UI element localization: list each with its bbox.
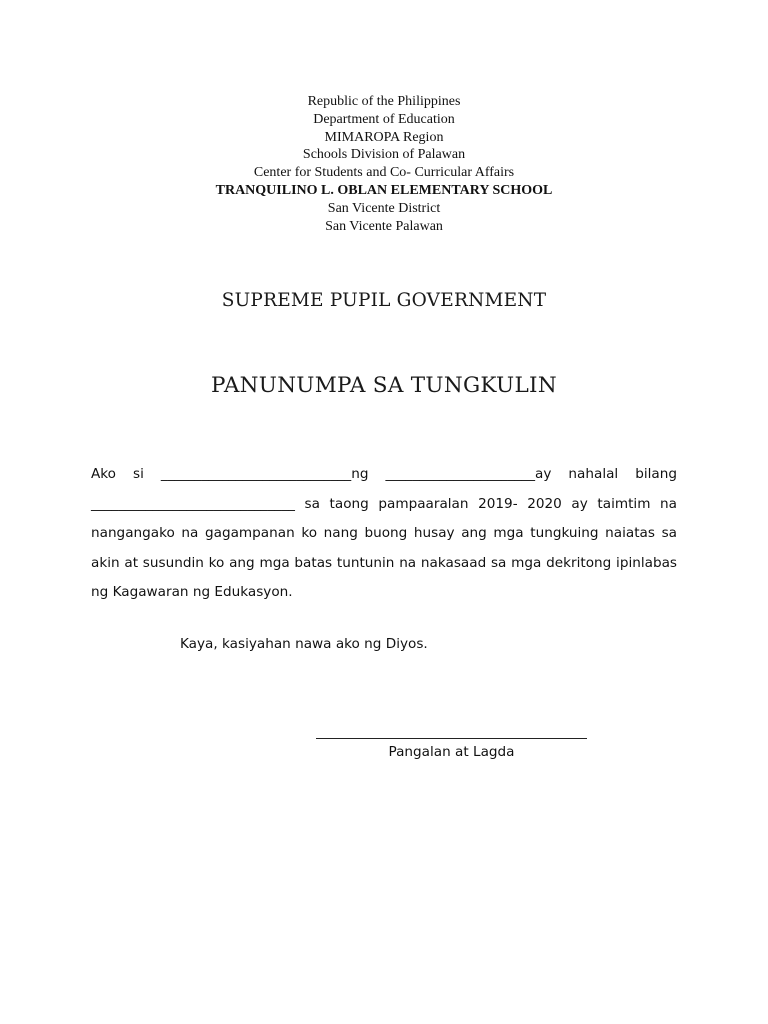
- closing-statement: Kaya, kasiyahan nawa ako ng Diyos.: [180, 636, 428, 652]
- letterhead-department: Department of Education: [313, 111, 455, 127]
- letterhead-country: Republic of the Philippines: [307, 94, 461, 109]
- oath-line: Ako si ____________________________ng ______________________ay nahalal bilang: [91, 466, 677, 482]
- letterhead-center: Center for Students and Co- Curricular Affairs: [253, 165, 515, 181]
- organization-title: SUPREME PUPIL GOVERNMENT: [221, 290, 547, 311]
- oath-line: akin at susundin ko ang mga batas tuntunin na nakasaad sa mga dekritong ipinlabas: [91, 554, 677, 571]
- letterhead-location: San Vicente Palawan: [325, 218, 443, 234]
- letterhead-division: Schools Division of Palawan: [302, 147, 466, 163]
- letterhead-region: MIMAROPA Region: [324, 129, 444, 145]
- letterhead-district: San Vicente District: [327, 200, 441, 216]
- oath-line: ng Kagawaran ng Edukasyon.: [91, 584, 293, 601]
- letterhead-school-name: TRANQUILINO L. OBLAN ELEMENTARY SCHOOL: [215, 182, 553, 198]
- oath-line: ______________________________ sa taong pampaaralan 2019- 2020 ay taimtim na: [91, 495, 677, 512]
- oath-line: nangangako na gagampanan ko nang buong husay ang mga tungkuing naiatas sa: [91, 525, 677, 542]
- oath-paragraph: [91, 460, 677, 608]
- document-title: PANUNUMPA SA TUNGKULIN: [211, 373, 557, 398]
- letterhead: [0, 93, 768, 235]
- signature-line: [316, 738, 587, 739]
- signature-label: Pangalan at Lagda: [388, 744, 515, 760]
